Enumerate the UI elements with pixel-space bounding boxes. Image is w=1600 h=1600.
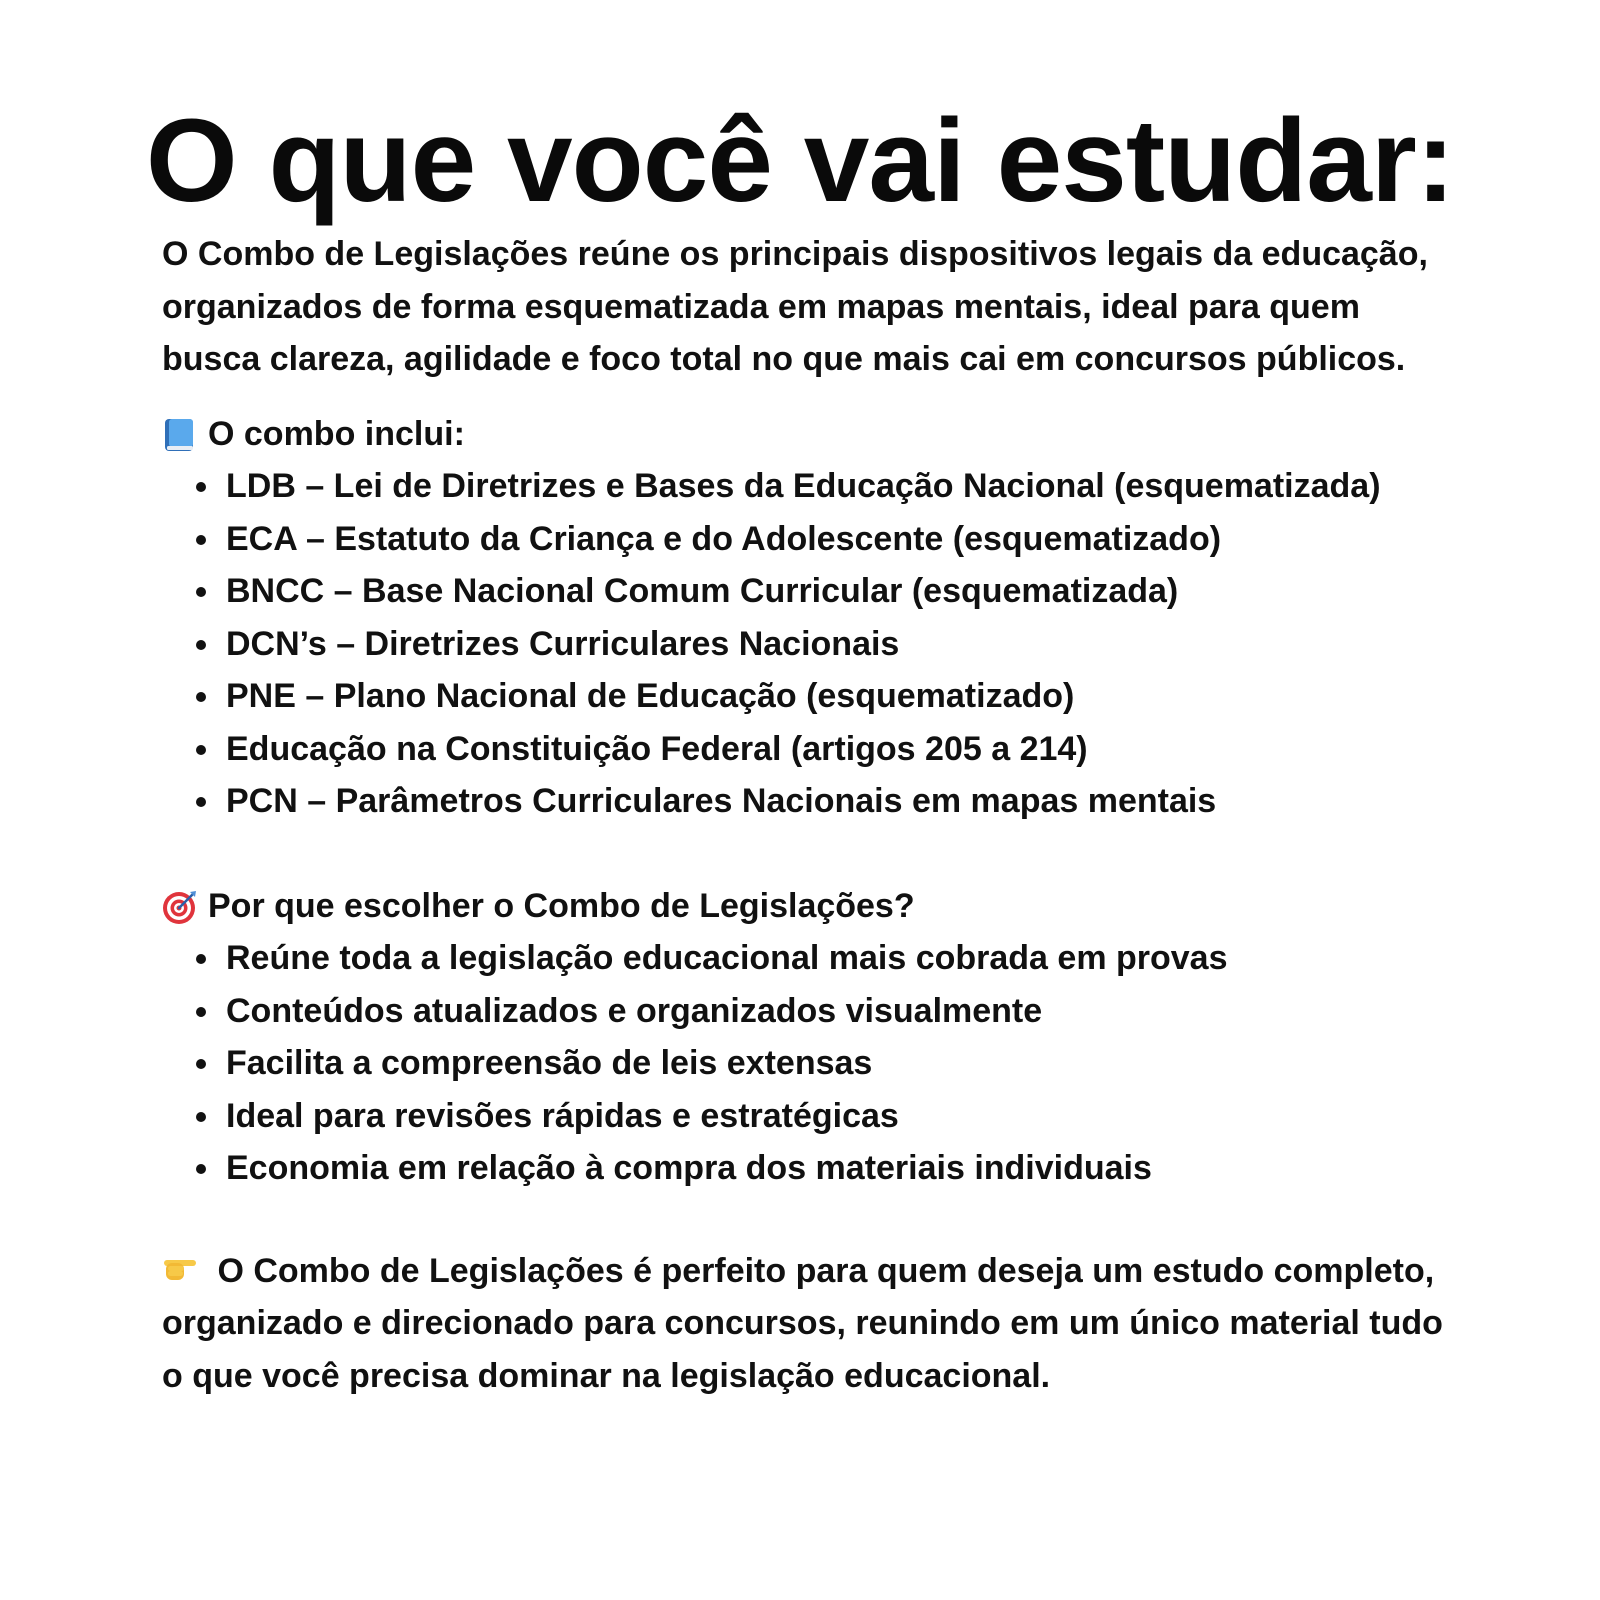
blue-book-icon xyxy=(162,416,198,452)
includes-heading xyxy=(162,408,1452,461)
list-item: Conteúdos atualizados e organizados visualmente xyxy=(196,985,1452,1038)
content xyxy=(162,228,1452,1402)
intro-paragraph: O Combo de Legislações reúne os principais dispositivos legais da educação, organizados de forma esquematizada em mapas mentais, ideal para quem busca clareza, agilidade e foco total no que mais cai em concursos públicos. xyxy=(162,235,1428,378)
list-item: LDB – Lei de Diretrizes e Bases da Educação Nacional (esquematizada) xyxy=(196,460,1452,513)
list-item: PCN – Parâmetros Curriculares Nacionais em mapas mentais xyxy=(196,775,1452,828)
why-heading-text: Por que escolher o Combo de Legislações? xyxy=(208,886,915,925)
closing-paragraph xyxy=(162,1245,1452,1403)
list-item: Facilita a compreensão de leis extensas xyxy=(196,1037,1452,1090)
closing-text: O Combo de Legislações é perfeito para quem deseja um estudo completo, organizado e direcionado para concursos, reunindo em um único material tudo o que você precisa dominar na legislação educacional. xyxy=(162,1251,1443,1395)
includes-list xyxy=(162,460,1452,828)
why-heading xyxy=(162,880,1452,933)
list-item: PNE – Plano Nacional de Educação (esquematizado) xyxy=(196,670,1452,723)
page-title: O que você vai estudar: xyxy=(145,95,1455,227)
pointing-hand-icon xyxy=(162,1249,198,1285)
why-list xyxy=(162,932,1452,1195)
list-item: Ideal para revisões rápidas e estratégicas xyxy=(196,1090,1452,1143)
list-item: Reúne toda a legislação educacional mais cobrada em provas xyxy=(196,932,1452,985)
list-item: Educação na Constituição Federal (artigos 205 a 214) xyxy=(196,723,1452,776)
list-item: BNCC – Base Nacional Comum Curricular (esquematizada) xyxy=(196,565,1452,618)
list-item: DCN’s – Diretrizes Curriculares Nacionais xyxy=(196,618,1452,671)
list-item: ECA – Estatuto da Criança e do Adolescente (esquematizado) xyxy=(196,513,1452,566)
list-item: Economia em relação à compra dos materiais individuais xyxy=(196,1142,1452,1195)
target-icon xyxy=(162,888,198,924)
includes-heading-text: O combo inclui: xyxy=(208,414,465,453)
